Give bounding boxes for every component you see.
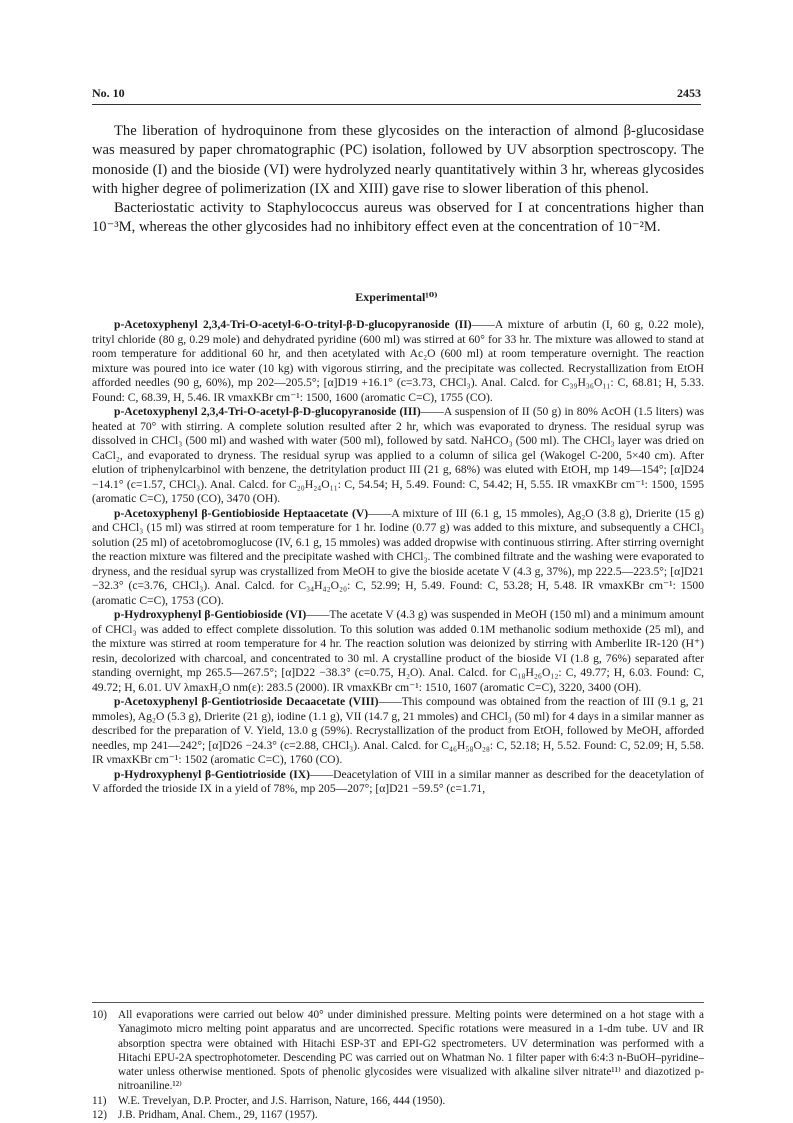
- header-rule: [92, 104, 701, 105]
- footnote: [92, 1008, 704, 1094]
- footnote-number: 12): [92, 1109, 107, 1122]
- experimental-body: [92, 318, 704, 797]
- intro-text: [92, 122, 704, 238]
- compound-title: p-Acetoxyphenyl β-Gentiobioside Heptaacetate (V): [114, 506, 369, 520]
- compound-title: p-Acetoxyphenyl β-Gentiotrioside Decaacetate (VIII): [114, 695, 379, 708]
- page-header: [92, 86, 701, 102]
- compound-paragraph: [92, 695, 704, 768]
- compound-paragraph: [92, 507, 704, 609]
- footnote-rule: [92, 1002, 704, 1003]
- footnote-number: 11): [92, 1094, 107, 1107]
- experimental-heading: Experimental¹⁰⁾: [355, 290, 438, 304]
- compound-title: p-Hydroxyphenyl β-Gentiobioside (VI): [114, 608, 307, 621]
- compound-paragraph: [92, 608, 704, 695]
- footnote: [92, 1108, 704, 1122]
- compound-text: ——The acetate V (4.3 g) was suspended in MeOH (150 ml) and a minimum amount of CHCl₃ was added to effect complete dissolution. To this solution was added 0.1M methanolic sodium methoxide (25 ml), and the mixture was stirred at room temperature for 4 hr. The reaction solution was deionized by stirring with Amberlite IR-120 (H⁺) resin, decolorized with charcoal, and concentrated to 30 ml. A crystalline product of the bioside VI (1.8 g, 76%) separated after standing overnight, mp 265.5—267.5°; [α]D22 −38.3° (c=0.75, H₂O). Anal. Calcd. for C₁₈H₂₆O₁₂: C, 49.77; H, 6.03. Found: C, 49.72; H, 6.01. UV λmaxH₂O nm(ε): 283.5 (2000). IR νmaxKBr cm⁻¹: 1510, 1607 (aromatic C=C), 3220, 3400 (OH).: [92, 608, 705, 694]
- compound-text: ——A suspension of II (50 g) in 80% AcOH (1.5 liters) was heated at 70° with stirring. A complete solution resulted after 2 hr, which was evaporated to dryness. The residual syrup was dissolved in CHCl₃ (500 ml) and washed with water (500 ml), followed by satd. NaHCO₃ (500 ml). The CHCl₃ layer was dried on CaCl₂, and evaporated to dryness. The residual syrup was applied to a column of silica gel (Wakogel C-200, 5×40 cm). After elution of triphenylcarbinol with benzene, the detritylation product III (21 g, 68%) was eluted with EtOH, mp 149—154°; [α]D24 −14.1° (c=1.57, CHCl₃). Anal. Calcd. for C₂₀H₂₄O₁₁: C, 54.54; H, 5.49. Found: C, 54.42; H, 5.55. IR νmaxKBr cm⁻¹: 1500, 1595 (aromatic C=C), 1750 (CO), 3470 (OH).: [92, 405, 704, 505]
- compound-title: p-Hydroxyphenyl β-Gentiotrioside (IX): [114, 767, 310, 781]
- compound-text: ——A mixture of III (6.1 g, 15 mmoles), Ag₂O (3.8 g), Drierite (15 g) and CHCl₃ (15 ml) was stirred at room temperature for 1 hr. Iodine (0.77 g) was added to this mixture, and subsequently a CHCl₃ solution (25 ml) of acetobromoglucose (IV, 6.1 g, 15 mmoles) was added dropwise with continuous stirring. After stirring overnight the reaction mixture was filtered and the precipitate washed with CHCl₃. The combined filtrate and the washing were evaporated to dryness, and the residual syrup was crystallized from MeOH to give the bioside acetate V (4.3 g, 37%), mp 222.5—223.5°; [α]D21 −32.3° (c=3.76, CHCl₃). Anal. Calcd. for C₃₄H₄₂O₂₀: C, 52.99; H, 5.49. Found: C, 53.28; H, 5.48. IR νmaxKBr cm⁻¹: 1500 (aromatic C=C), 1753 (CO).: [92, 506, 705, 607]
- footnote-number: 10): [92, 1009, 107, 1021]
- footnote-text: All evaporations were carried out below 40° under diminished pressure. Melting points were determined on a hot stage with a Yanagimoto micro melting point apparatus and are uncorrected. Specific rotations were measured in a 1-dm tube. UV and IR absorption spectra were obtained with Hitachi ESP-3T and EPI-G2 spectrometers. UV determination was performed with a Hitachi EPU-2A spectrophotometer. Descending PC was carried out on Whatman No. 1 filter paper with 6:4:3 n-BuOH–pyridine–water unless otherwise mentioned. Spots of phenolic glycosides were visualized with alkaline silver nitrate¹¹⁾ and diazotized p-nitroaniline.¹²⁾: [118, 1009, 704, 1093]
- compound-paragraph: [92, 405, 704, 507]
- compound-text: ——Deacetylation of VIII in a similar manner as described for the deacetylation of V afforded the trioside IX in a yield of 78%, mp 205—207°; [α]D21 −59.5° (c=1.71,: [92, 767, 704, 795]
- compound-paragraph: [92, 318, 704, 405]
- footnote-text: W.E. Trevelyan, D.P. Procter, and J.S. Harrison, Nature, 166, 444 (1950).: [118, 1094, 446, 1107]
- footnote: [92, 1094, 704, 1108]
- compound-text: ——This compound was obtained from the reaction of III (9.1 g, 21 mmoles), Ag₂O (5.3 g), Drierite (21 g), iodine (1.1 g), VII (14.7 g, 21 mmoles) and CHCl₃ (50 ml) for 4 days in a similar manner as described for the preparation of V. Yield, 13.0 g (59%). Recrystallization of the product from EtOH, followed by MeOH, afforded needles, mp 241—242°; [α]D26 −24.3° (c=2.88, CHCl₃). Anal. Calcd. for C₄₆H₅₈O₂₈: C, 52.18; H, 5.52. Found: C, 52.09; H, 5.58. IR νmaxKBr cm⁻¹: 1502 (aromatic C=C), 1760 (CO).: [92, 695, 704, 766]
- page-number: 2453: [677, 86, 701, 100]
- footnote-text: J.B. Pridham, Anal. Chem., 29, 1167 (1957).: [118, 1109, 318, 1122]
- intro-paragraph: The liberation of hydroquinone from these glycosides on the interaction of almond β-glucosidase was measured by paper chromatographic (PC) isolation, followed by UV absorption spectroscopy. The monoside (I) and the bioside (VI) were hydrolyzed nearly quantitatively within 3 hr, whereas glycosides with higher degree of polimerization (IX and XIII) gave rise to slower liberation of this phenol.: [92, 123, 704, 197]
- compound-paragraph: [92, 768, 704, 797]
- issue-number: No. 10: [92, 86, 125, 100]
- intro-paragraph: Bacteriostatic activity to Staphylococcus aureus was observed for I at concentrations higher than 10⁻³M, whereas the other glycosides had no inhibitory effect even at the concentration of 10⁻²M.: [92, 200, 704, 236]
- compound-text: ——A mixture of arbutin (I, 60 g, 0.22 mole), trityl chloride (80 g, 0.29 mole) and dehydrated pyridine (600 ml) was stirred at 60° for 33 hr. The mixture was allowed to stand at room temperature for additional 60 hr, and then acetylated with Ac₂O (600 ml) at room temperature overnight. The reaction mixture was poured into ice water (10 kg) with vigorous stirring, and the precipitate was collected. Recrystallization from EtOH afforded needles (90 g, 60%), mp 202—205.5°; [α]D19 +16.1° (c=3.73, CHCl₃). Anal. Calcd. for C₃₉H₃₆O₁₁: C, 68.81; H, 5.33. Found: C, 68.39, H, 5.46. IR νmaxKBr cm⁻¹: 1500, 1600 (aromatic C=C), 1755 (CO).: [92, 318, 704, 404]
- compound-title: p-Acetoxyphenyl 2,3,4-Tri-O-acetyl-6-O-trityl-β-D-glucopyranoside (II): [114, 318, 472, 331]
- footnotes: [92, 1008, 704, 1122]
- compound-title: p-Acetoxyphenyl 2,3,4-Tri-O-acetyl-β-D-glucopyranoside (III): [114, 405, 421, 418]
